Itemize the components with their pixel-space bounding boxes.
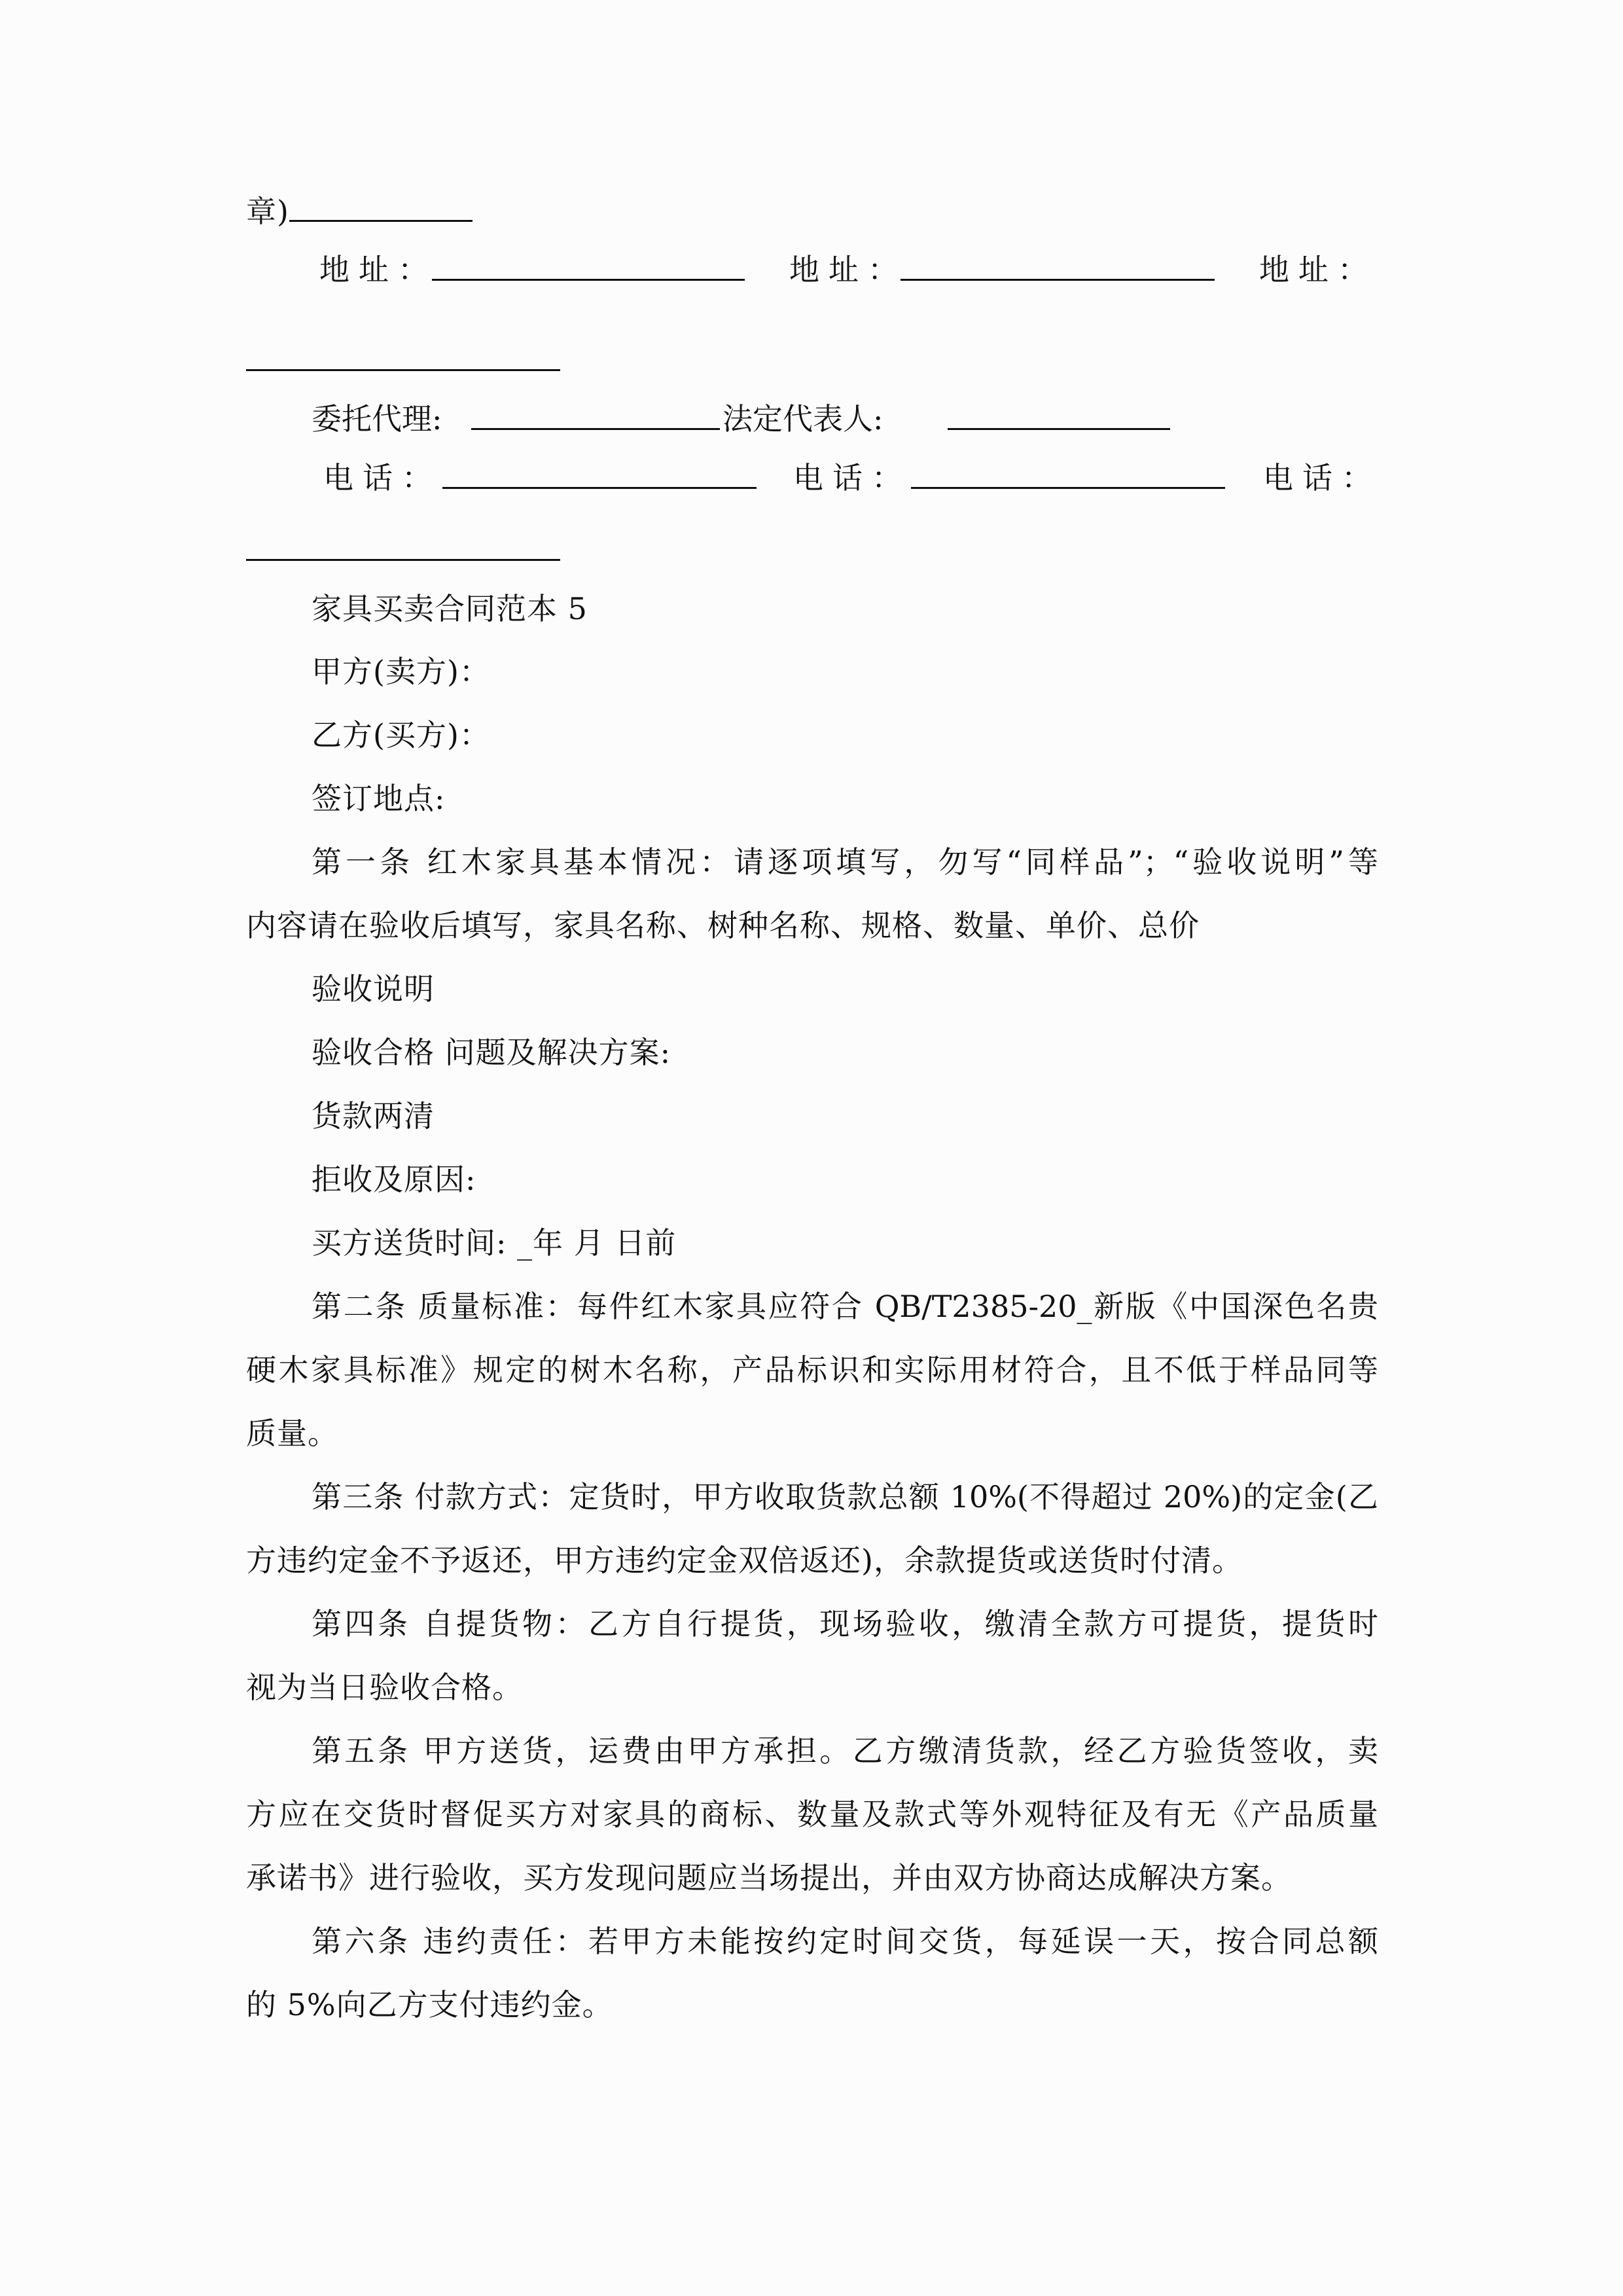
agent-label: 委托代理: (312, 401, 442, 437)
article4-line1: 第四条 自提货物：乙方自行提货，现场验收，缴清全款方可提货，提货时 (312, 1606, 1378, 1641)
address-blank-2[interactable] (901, 250, 1215, 281)
article6-line2: 的 5%向乙方支付违约金。 (246, 1987, 613, 2022)
acceptance-note: 验收说明 (312, 971, 435, 1007)
article1-line1: 第一条 红木家具基本情况：请逐项填写，勿写“同样品”；“验收说明”等 (312, 844, 1378, 880)
phone-label-1: 电话： (323, 460, 441, 495)
article3-line1: 第三条 付款方式：定货时，甲方收取货款总额 10%(不得超过 20%)的定金(乙 (312, 1479, 1378, 1515)
party-b-label: 乙方(买方)： (312, 717, 490, 753)
article5-line3: 承诺书》进行验收，买方发现问题应当场提出，并由双方协商达成解决方案。 (246, 1860, 1292, 1895)
article2-line3: 质量。 (246, 1416, 338, 1451)
address-blank-1[interactable] (432, 250, 745, 281)
seal-blank[interactable] (289, 191, 473, 222)
delivery-time: 买方送货时间: _年 月 日前 (312, 1225, 677, 1261)
agent-blank[interactable] (471, 399, 720, 430)
article2-line1: 第二条 质量标准：每件红木家具应符合 QB/T2385-20_新版《中国深色名贵 (312, 1289, 1378, 1324)
acceptance-pass: 验收合格 问题及解决方案: (312, 1035, 671, 1070)
seal-line (246, 191, 473, 231)
address-label-2: 地址： (789, 252, 907, 287)
address-label-3: 地址： (1259, 252, 1377, 287)
phone-blank-3[interactable] (246, 530, 560, 561)
address-continuation (246, 340, 560, 380)
phone-continuation (246, 530, 560, 570)
party-a-label: 甲方(卖方)： (312, 654, 490, 689)
address-blank-3[interactable] (246, 340, 560, 371)
article5-line2: 方应在交货时督促买方对家具的商标、数量及款式等外观特征及有无《产品质量 (246, 1797, 1378, 1832)
rejection-reason: 拒收及原因: (312, 1162, 476, 1197)
article6-line1: 第六条 违约责任：若甲方未能按约定时间交货，每延误一天，按合同总额 (312, 1924, 1378, 1959)
contract-title: 家具买卖合同范本 5 (312, 591, 588, 626)
address-label-1: 地址： (319, 252, 437, 287)
legal-rep-label: 法定代表人: (722, 401, 883, 437)
phone-label-3: 电话： (1263, 460, 1381, 495)
phone-label-2: 电话： (793, 460, 911, 495)
signing-place-label: 签订地点: (312, 781, 446, 816)
article4-line2: 视为当日验收合格。 (246, 1670, 523, 1705)
seal-tail-text: 章) (246, 194, 289, 229)
article3-line2: 方违约定金不予返还，甲方违约定金双倍返还)，余款提货或送货时付清。 (246, 1543, 1243, 1578)
article2-line2: 硬木家具标准》规定的树木名称，产品标识和实际用材符合，且不低于样品同等 (246, 1352, 1378, 1388)
phone-blank-1[interactable] (442, 458, 757, 489)
legal-rep-blank[interactable] (948, 399, 1170, 430)
phone-blank-2[interactable] (911, 458, 1225, 489)
article1-line2: 内容请在验收后填写，家具名称、树种名称、规格、数量、单价、总价 (246, 908, 1200, 943)
article5-line1: 第五条 甲方送货，运费由甲方承担。乙方缴清货款，经乙方验货签收，卖 (312, 1733, 1378, 1768)
payment-clear: 货款两清 (312, 1098, 435, 1134)
